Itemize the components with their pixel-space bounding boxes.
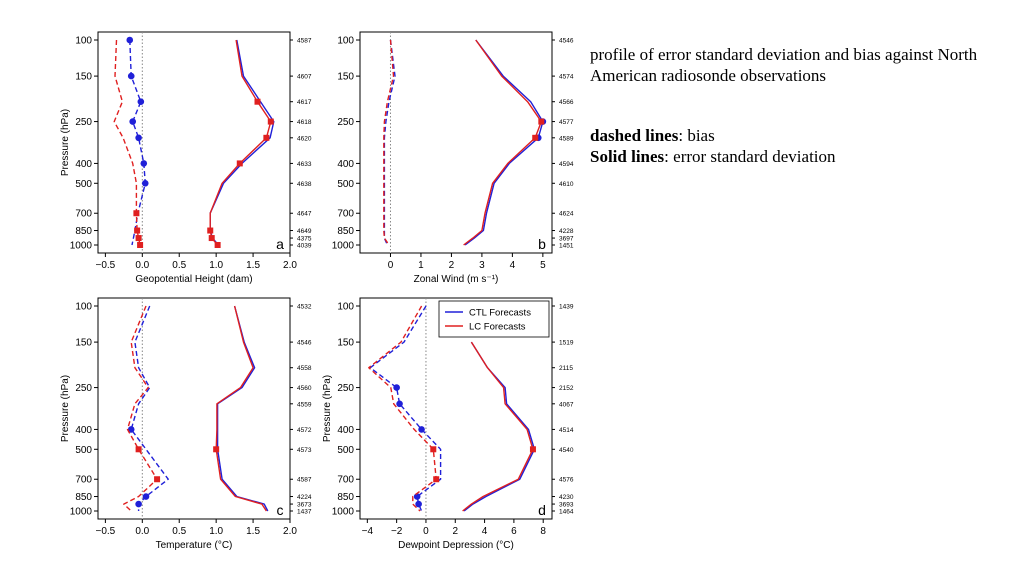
observation-count-label: 1439 [559, 303, 574, 311]
legend-label: CTL Forecasts [469, 307, 531, 319]
observation-count-label: 1437 [297, 508, 312, 516]
panel-a [60, 32, 312, 285]
observation-count-label: 4375 [297, 235, 312, 243]
lc-marker [530, 446, 536, 452]
y-tick-label: 850 [75, 226, 92, 238]
x-tick-label: 2.0 [283, 526, 297, 537]
observation-count-label: 4546 [559, 37, 574, 45]
observation-count-label: 3693 [559, 501, 574, 509]
x-tick-label: 1.0 [209, 260, 224, 271]
y-tick-label: 250 [75, 117, 92, 129]
observation-count-label: 4576 [559, 476, 574, 484]
panel-letter: d [538, 502, 546, 518]
ctl-marker [396, 401, 403, 408]
legend [439, 301, 549, 337]
lc-marker [215, 242, 221, 248]
observation-count-label: 4039 [297, 242, 312, 250]
y-tick-label: 700 [337, 208, 354, 220]
x-axis-label: Geopotential Height (dam) [135, 274, 253, 285]
y-tick-label: 150 [75, 337, 92, 349]
legend-label: LC Forecasts [469, 321, 526, 333]
annotation-text [590, 44, 1010, 167]
observation-count-label: 1451 [559, 242, 574, 250]
observation-count-label: 4574 [559, 73, 574, 81]
observation-count-label: 1464 [559, 508, 574, 516]
ctl-marker [142, 180, 149, 187]
observation-count-label: 4572 [297, 426, 312, 434]
ctl-marker [140, 160, 147, 167]
lc-bias-line [384, 40, 394, 245]
y-tick-label: 100 [75, 35, 92, 47]
y-tick-label: 850 [337, 492, 354, 504]
x-tick-label: −4 [361, 526, 374, 537]
ctl-marker [393, 384, 400, 391]
dashed-term: dashed lines [590, 126, 679, 145]
observation-count-label: 3673 [297, 501, 312, 509]
ctl-marker [138, 98, 145, 105]
observation-count-label: 4514 [559, 426, 574, 434]
y-tick-label: 100 [337, 35, 354, 47]
panel-b [332, 32, 574, 285]
observation-count-label: 4647 [297, 210, 312, 218]
observation-count-label: 4546 [297, 339, 312, 347]
y-tick-label: 1000 [331, 506, 354, 518]
observation-count-label: 4558 [297, 365, 312, 373]
panel-letter: b [538, 236, 546, 252]
x-tick-label: 4 [481, 526, 488, 537]
x-tick-label: −0.5 [95, 526, 116, 537]
observation-count-label: 4224 [297, 494, 312, 502]
lc-marker [134, 228, 140, 234]
notes-solid-line [590, 146, 1010, 167]
x-tick-label: 1.0 [209, 526, 224, 537]
ctl-marker [414, 493, 421, 500]
lc-marker [209, 235, 215, 241]
x-tick-label: 1.5 [246, 526, 261, 537]
observation-count-label: 4067 [559, 401, 574, 409]
x-tick-label: 1 [418, 260, 424, 271]
x-tick-label: 8 [540, 526, 546, 537]
panel-letter: c [276, 502, 284, 518]
ctl-bias-line [370, 306, 440, 511]
y-tick-label: 400 [337, 424, 354, 436]
lc-marker [136, 446, 142, 452]
solid-term: Solid lines [590, 147, 665, 166]
lc-marker [207, 228, 213, 234]
observation-count-label: 4589 [559, 135, 574, 143]
y-axis-label: Pressure (hPa) [60, 374, 71, 443]
y-tick-label: 250 [75, 383, 92, 395]
y-tick-label: 400 [75, 424, 92, 436]
observation-count-label: 2152 [559, 385, 574, 393]
observation-count-label: 4638 [297, 180, 312, 188]
lc-marker [237, 160, 243, 166]
y-tick-label: 500 [75, 178, 92, 190]
y-tick-label: 700 [75, 208, 92, 220]
ctl-std-line [210, 40, 274, 245]
ctl-marker [135, 501, 142, 508]
y-tick-label: 150 [337, 71, 354, 83]
ctl-marker [129, 118, 136, 125]
observation-count-label: 4624 [559, 210, 574, 218]
lc-marker [532, 135, 538, 141]
x-tick-label: 6 [511, 526, 517, 537]
y-tick-label: 150 [75, 71, 92, 83]
y-tick-label: 500 [337, 178, 354, 190]
x-tick-label: 1.5 [246, 260, 261, 271]
lc-marker [433, 476, 439, 482]
x-tick-label: 5 [540, 260, 546, 271]
x-tick-label: 2 [448, 260, 455, 271]
observation-count-label: 4560 [297, 385, 312, 393]
lc-marker [154, 476, 160, 482]
y-tick-label: 400 [337, 158, 354, 170]
x-tick-label: 2.0 [283, 260, 297, 271]
y-axis-label: Pressure (hPa) [322, 374, 333, 443]
x-tick-label: 0.0 [135, 526, 150, 537]
observation-count-label: 4230 [559, 494, 574, 502]
y-tick-label: 250 [337, 117, 354, 129]
ctl-marker [128, 73, 135, 80]
lc-marker [255, 99, 261, 105]
observation-count-label: 2115 [559, 365, 573, 373]
observation-count-label: 4587 [297, 37, 312, 45]
lc-bias-line [124, 306, 157, 511]
y-tick-label: 1000 [69, 506, 92, 518]
panel-letter: a [276, 236, 284, 252]
ctl-marker [126, 37, 133, 44]
y-tick-label: 850 [337, 226, 354, 238]
lc-marker [263, 135, 269, 141]
x-tick-label: −2 [390, 526, 403, 537]
lc-std-line [463, 342, 533, 511]
y-tick-label: 1000 [69, 240, 92, 252]
observation-count-label: 4540 [559, 446, 574, 454]
observation-count-label: 4607 [297, 73, 312, 81]
y-tick-label: 400 [75, 158, 92, 170]
x-tick-label: 0.5 [172, 260, 187, 271]
y-tick-label: 700 [75, 474, 92, 486]
ctl-bias-line [384, 40, 395, 245]
observation-count-label: 4573 [297, 446, 312, 454]
solid-desc: : error standard deviation [664, 147, 836, 166]
lc-marker [213, 446, 219, 452]
ctl-marker [418, 426, 425, 433]
y-tick-label: 100 [75, 301, 92, 313]
observation-count-label: 4559 [297, 401, 312, 409]
x-tick-label: 0 [423, 526, 429, 537]
y-tick-label: 500 [75, 444, 92, 456]
lc-std-line [210, 40, 271, 245]
y-tick-label: 500 [337, 444, 354, 456]
x-tick-label: −0.5 [95, 260, 116, 271]
lc-marker [136, 235, 142, 241]
y-axis-label: Pressure (hPa) [60, 108, 71, 177]
y-tick-label: 700 [337, 474, 354, 486]
x-axis-label: Temperature (°C) [155, 540, 233, 551]
x-tick-label: 0.5 [172, 526, 187, 537]
x-tick-label: 4 [509, 260, 516, 271]
ctl-bias-line [131, 306, 168, 511]
observation-count-label: 4620 [297, 135, 312, 143]
observation-count-label: 4610 [559, 180, 574, 188]
ctl-marker [415, 501, 422, 508]
x-tick-label: 0.0 [135, 260, 150, 271]
y-tick-label: 850 [75, 492, 92, 504]
observation-count-label: 4617 [297, 99, 312, 107]
observation-count-label: 4577 [559, 119, 574, 127]
lc-marker [137, 242, 143, 248]
y-tick-label: 100 [337, 301, 354, 313]
observation-count-label: 3697 [559, 235, 574, 243]
observation-count-label: 4228 [559, 228, 574, 236]
x-tick-label: 0 [387, 260, 394, 271]
observation-count-label: 4587 [297, 476, 312, 484]
observation-count-label: 1519 [559, 339, 574, 347]
observation-count-label: 4566 [559, 99, 574, 107]
observation-count-label: 4649 [297, 228, 312, 236]
y-tick-label: 1000 [331, 240, 354, 252]
x-axis-label: Zonal Wind (m s⁻¹) [413, 274, 499, 285]
lc-marker [133, 210, 139, 216]
ctl-marker [135, 135, 142, 142]
y-tick-label: 150 [337, 337, 354, 349]
dashed-desc: : bias [678, 126, 715, 145]
ctl-marker [143, 493, 150, 500]
y-tick-label: 250 [337, 383, 354, 395]
observation-count-label: 4594 [559, 160, 574, 168]
observation-count-label: 4633 [297, 160, 312, 168]
plot-frame [360, 32, 552, 253]
lc-std-line [464, 40, 542, 245]
plot-frame [98, 298, 290, 519]
panel-d [322, 298, 574, 551]
observation-count-label: 4532 [297, 303, 312, 311]
notes-heading: profile of error standard deviation and bias against North American radiosonde observations [590, 45, 978, 85]
lc-marker [268, 119, 274, 125]
panel-c [60, 298, 312, 551]
observation-count-label: 4618 [297, 119, 312, 127]
lc-marker [538, 119, 544, 125]
x-tick-label: 3 [479, 260, 485, 271]
lc-marker [430, 446, 436, 452]
notes-dashed-line [590, 125, 1010, 146]
x-axis-label: Dewpoint Depression (°C) [398, 540, 514, 551]
x-tick-label: 2 [452, 526, 459, 537]
ctl-std-line [465, 40, 543, 245]
